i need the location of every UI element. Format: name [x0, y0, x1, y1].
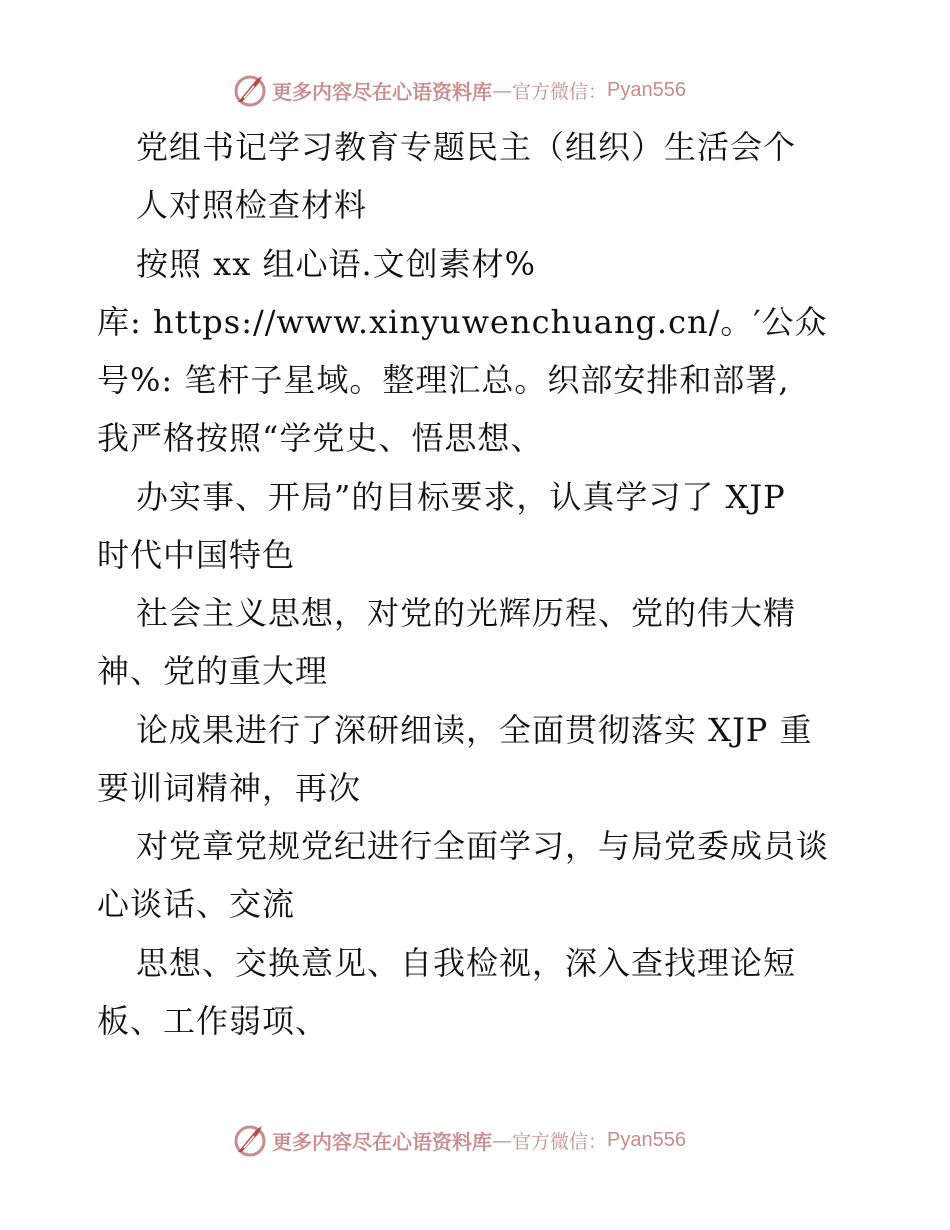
- quill-pen-logo-icon: [232, 1122, 268, 1158]
- text-line-14: 心谈话、交流: [97, 885, 296, 923]
- banner-wechat-id: Pyan556: [607, 1128, 686, 1151]
- banner-wechat-label: 官方微信：: [512, 1130, 608, 1153]
- header-banner: [232, 70, 752, 110]
- text-line-1: 党组书记学习教育专题民主（组织）生活会个: [136, 128, 797, 166]
- text-line-6: 我严格按照“学党史、悟思想、: [97, 419, 544, 457]
- text-line-16: 板、工作弱项、: [97, 1002, 329, 1040]
- text-line-4: 库: https://www.xinyuwenchuang.cn/。′公众: [97, 303, 828, 341]
- text-line-9: 社会主义思想，对党的光辉历程、党的伟大精: [136, 594, 797, 632]
- quill-pen-logo-icon: [232, 72, 268, 108]
- footer-banner: [232, 1120, 752, 1160]
- text-line-7: 办实事、开局”的目标要求，认真学习了 XJP: [136, 478, 786, 516]
- text-line-15: 思想、交换意见、自我检视，深入查找理论短: [136, 944, 797, 982]
- banner-wechat-label: 官方微信：: [512, 80, 608, 103]
- text-line-12: 要训词精神，再次: [97, 769, 362, 807]
- banner-wechat-id: Pyan556: [607, 78, 686, 101]
- text-line-8: 时代中国特色: [97, 536, 296, 574]
- banner-site-name: 更多内容尽在心语资料库: [272, 1129, 492, 1154]
- banner-separator: —: [492, 78, 512, 102]
- text-line-3: 按照 xx 组心语.文创素材%: [136, 245, 537, 283]
- text-line-11: 论成果进行了深研细读，全面贯彻落实 XJP 重: [136, 711, 813, 749]
- text-line-2: 人对照检查材料: [136, 186, 368, 224]
- text-line-10: 神、党的重大理: [97, 652, 329, 690]
- text-line-5: 号%: 笔杆子星域。整理汇总。织部安排和部署,: [97, 361, 790, 399]
- banner-site-name: 更多内容尽在心语资料库: [272, 79, 492, 104]
- banner-separator: —: [492, 1128, 512, 1152]
- text-line-13: 对党章党规党纪进行全面学习，与局党委成员谈: [136, 827, 830, 865]
